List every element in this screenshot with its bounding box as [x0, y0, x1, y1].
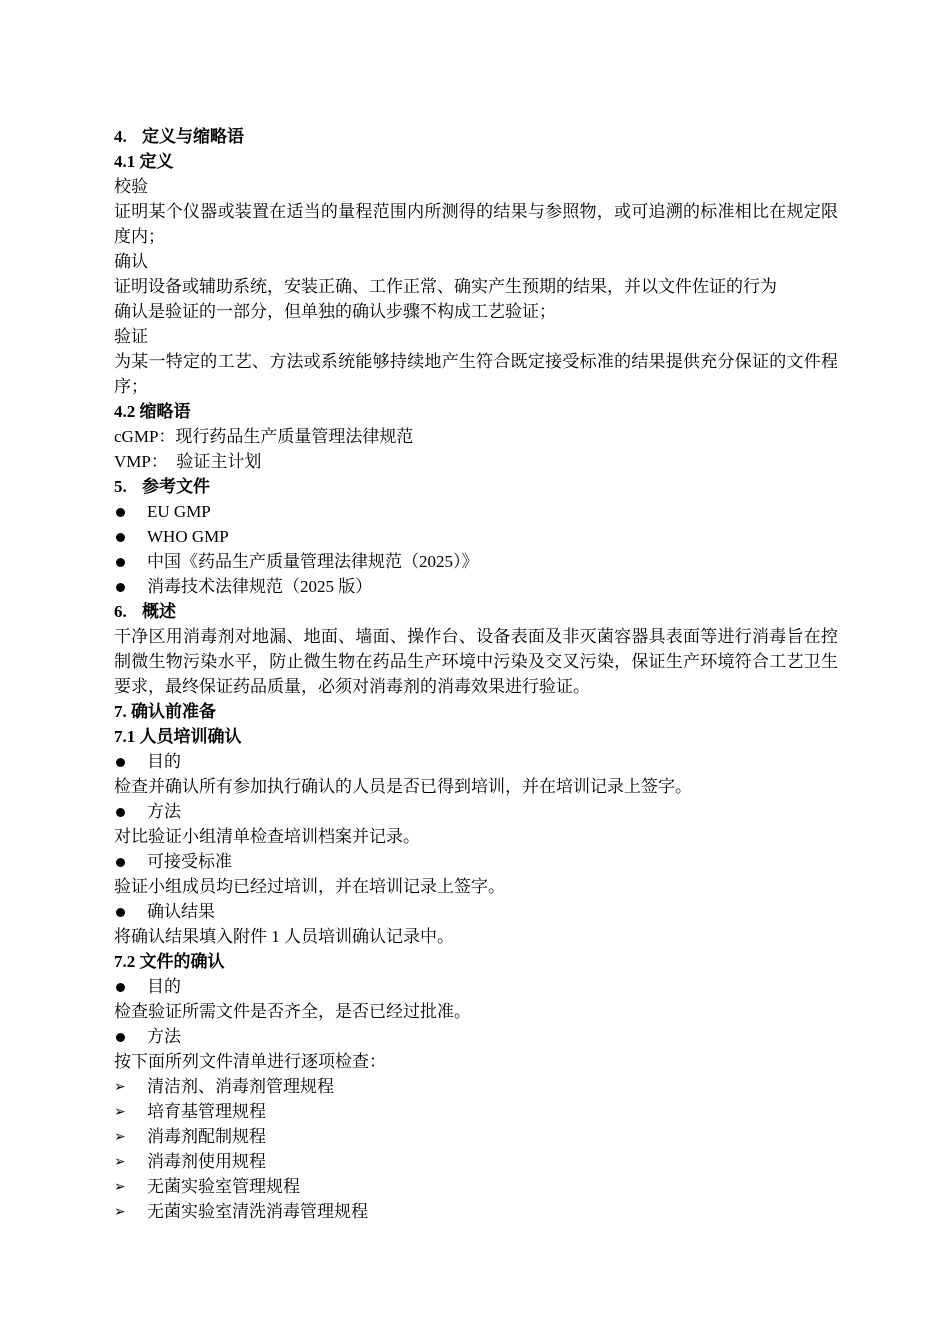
section-4-2-heading: 4.2 缩略语 — [114, 402, 191, 421]
bullet-icon — [116, 533, 125, 542]
reference-item: 中国《药品生产质量管理法律规范（2025）》 — [114, 549, 838, 574]
section-7-2-heading: 7.2 文件的确认 — [114, 952, 225, 971]
section-7-1-heading: 7.1 人员培训确认 — [114, 727, 242, 746]
bullet-icon — [116, 758, 125, 767]
document-page — [114, 124, 838, 1224]
section-4-heading: 4. 定义与缩略语 — [114, 127, 244, 146]
training-purpose-text: 检查并确认所有参加执行确认的人员是否已得到培训，并在培训记录上签字。 — [114, 777, 692, 796]
definition-term-qualification: 确认 — [114, 252, 148, 271]
document-purpose-text: 检查验证所需文件是否齐全，是否已经过批准。 — [114, 1002, 471, 1021]
abbreviation-cgmp: cGMP：现行药品生产质量管理法律规范 — [114, 427, 414, 446]
arrow-bullet-icon: ➢ — [114, 1105, 126, 1120]
subsection-label: 方法 — [114, 799, 838, 824]
bullet-icon — [116, 583, 125, 592]
reference-item: EU GMP — [114, 499, 838, 524]
bullet-icon — [116, 1033, 125, 1042]
abbreviation-vmp: VMP： 验证主计划 — [114, 452, 262, 471]
arrow-bullet-icon: ➢ — [114, 1180, 126, 1195]
definition-term-calibration: 校验 — [114, 177, 148, 196]
training-criteria-text: 验证小组成员均已经过培训，并在培训记录上签字。 — [114, 877, 505, 896]
document-list-item: ➢ 清洁剂、消毒剂管理规程 — [114, 1074, 838, 1099]
subsection-label: 可接受标准 — [114, 849, 838, 874]
bullet-icon — [116, 508, 125, 517]
section-7-heading: 7. 确认前准备 — [114, 702, 216, 721]
arrow-bullet-icon: ➢ — [114, 1130, 126, 1145]
definition-text-qualification-1: 证明设备或辅助系统，安装正确、工作正常、确实产生预期的结果，并以文件佐证的行为 — [114, 277, 777, 296]
training-method-text: 对比验证小组清单检查培训档案并记录。 — [114, 827, 420, 846]
document-method-text: 按下面所列文件清单进行逐项检查： — [114, 1052, 386, 1071]
definition-text-calibration: 证明某个仪器或装置在适当的量程范围内所测得的结果与参照物，或可追溯的标准相比在规定限度内； — [114, 202, 838, 246]
definition-text-validation: 为某一特定的工艺、方法或系统能够持续地产生符合既定接受标准的结果提供充分保证的文件程序； — [114, 352, 838, 396]
section-4-1-heading: 4.1 定义 — [114, 152, 174, 171]
definition-text-qualification-2: 确认是验证的一部分，但单独的确认步骤不构成工艺验证； — [114, 302, 556, 321]
document-list-item: ➢ 消毒剂配制规程 — [114, 1124, 838, 1149]
subsection-label: 确认结果 — [114, 899, 838, 924]
definition-term-validation: 验证 — [114, 327, 148, 346]
arrow-bullet-icon: ➢ — [114, 1080, 126, 1095]
section-5-heading: 5. 参考文件 — [114, 477, 210, 496]
arrow-bullet-icon: ➢ — [114, 1205, 126, 1220]
bullet-icon — [116, 558, 125, 567]
bullet-icon — [116, 908, 125, 917]
document-list-item: ➢ 消毒剂使用规程 — [114, 1149, 838, 1174]
arrow-bullet-icon: ➢ — [114, 1155, 126, 1170]
bullet-icon — [116, 808, 125, 817]
bullet-icon — [116, 858, 125, 867]
document-list-item: ➢ 无菌实验室管理规程 — [114, 1174, 838, 1199]
subsection-label: 目的 — [114, 974, 838, 999]
bullet-icon — [116, 983, 125, 992]
document-list-item: ➢ 培育基管理规程 — [114, 1099, 838, 1124]
reference-item: WHO GMP — [114, 524, 838, 549]
document-list-item: ➢ 无菌实验室清洗消毒管理规程 — [114, 1199, 838, 1224]
section-6-heading: 6. 概述 — [114, 602, 176, 621]
reference-item: 消毒技术法律规范（2025 版） — [114, 574, 838, 599]
subsection-label: 目的 — [114, 749, 838, 774]
subsection-label: 方法 — [114, 1024, 838, 1049]
training-result-text: 将确认结果填入附件 1 人员培训确认记录中。 — [114, 927, 454, 946]
overview-paragraph: 干净区用消毒剂对地漏、地面、墙面、操作台、设备表面及非灭菌容器具表面等进行消毒旨在控制微生物污染水平，防止微生物在药品生产环境中污染及交叉污染，保证生产环境符合工艺卫生要求，最终保证药品质量，必须对消毒剂的消毒效果进行验证。 — [114, 627, 838, 696]
